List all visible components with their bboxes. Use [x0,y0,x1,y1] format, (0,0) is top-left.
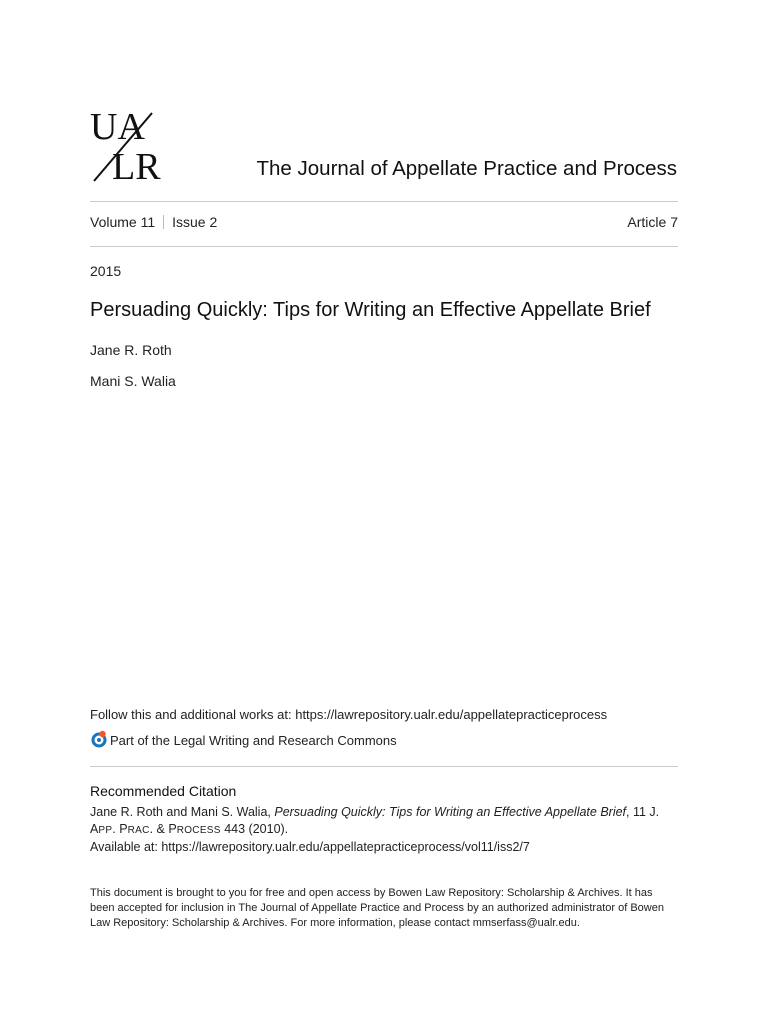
available-at-link[interactable]: Available at: https://lawrepository.ualr.edu/appellatepracticeprocess/vol11/iss2/7 [90,840,530,854]
citation-journal-ref-b: 443 (2010). [220,822,289,836]
article-number: Article 7 [627,214,678,230]
author-link[interactable]: Mani S. Walia [90,373,176,389]
sc-letter: A [90,822,99,836]
author-link[interactable]: Jane R. Roth [90,342,172,358]
logo-top-text: UA [90,107,145,148]
citation-authors: Jane R. Roth and Mani S. Walia, [90,805,275,819]
publication-year: 2015 [90,263,122,279]
separator [163,215,164,229]
commons-network-icon [90,730,108,748]
sc-letters: ROCESS [176,825,221,836]
divider [90,246,678,247]
divider [90,201,678,202]
journal-title[interactable]: The Journal of Appellate Practice and Process [256,157,677,180]
sc-letter: . & P [149,822,177,836]
commons-line [90,730,397,748]
divider [90,766,678,767]
volume-link[interactable]: Volume 11 [90,214,156,230]
sc-letters: PP [98,825,113,836]
follow-works-link[interactable]: Follow this and additional works at: https://lawrepository.ualr.edu/appellatepracticeprocess [90,707,608,722]
access-note: This document is brought to you for free and open access by Bowen Law Repository: Scholarship & Archives. It has been accepted for inclusion in The Journal of Appellate Practice and Process by an authorized administrator of Bowen Law Repository: Scholarship & Archives. For more information, please contact mmserfass@ualr.edu. [90,887,664,929]
sc-letter: . P [112,822,128,836]
issue-link[interactable]: Issue 2 [172,214,218,230]
sc-letters: RAC [127,825,150,836]
citation-title: Persuading Quickly: Tips for Writing an Effective Appellate Brief [274,805,627,819]
citation-heading: Recommended Citation [90,783,237,799]
citation-text [90,804,678,856]
commons-link[interactable]: Legal Writing and Research Commons [173,733,397,748]
article-title: Persuading Quickly: Tips for Writing an Effective Appellate Brief [90,299,651,321]
citation-journal-ref-a: , 11 J. [626,805,660,819]
ualr-logo [90,107,176,183]
commons-prefix: Part of the [110,733,174,748]
issue-info-row [90,214,678,230]
logo-bottom-text: LR [112,146,161,183]
